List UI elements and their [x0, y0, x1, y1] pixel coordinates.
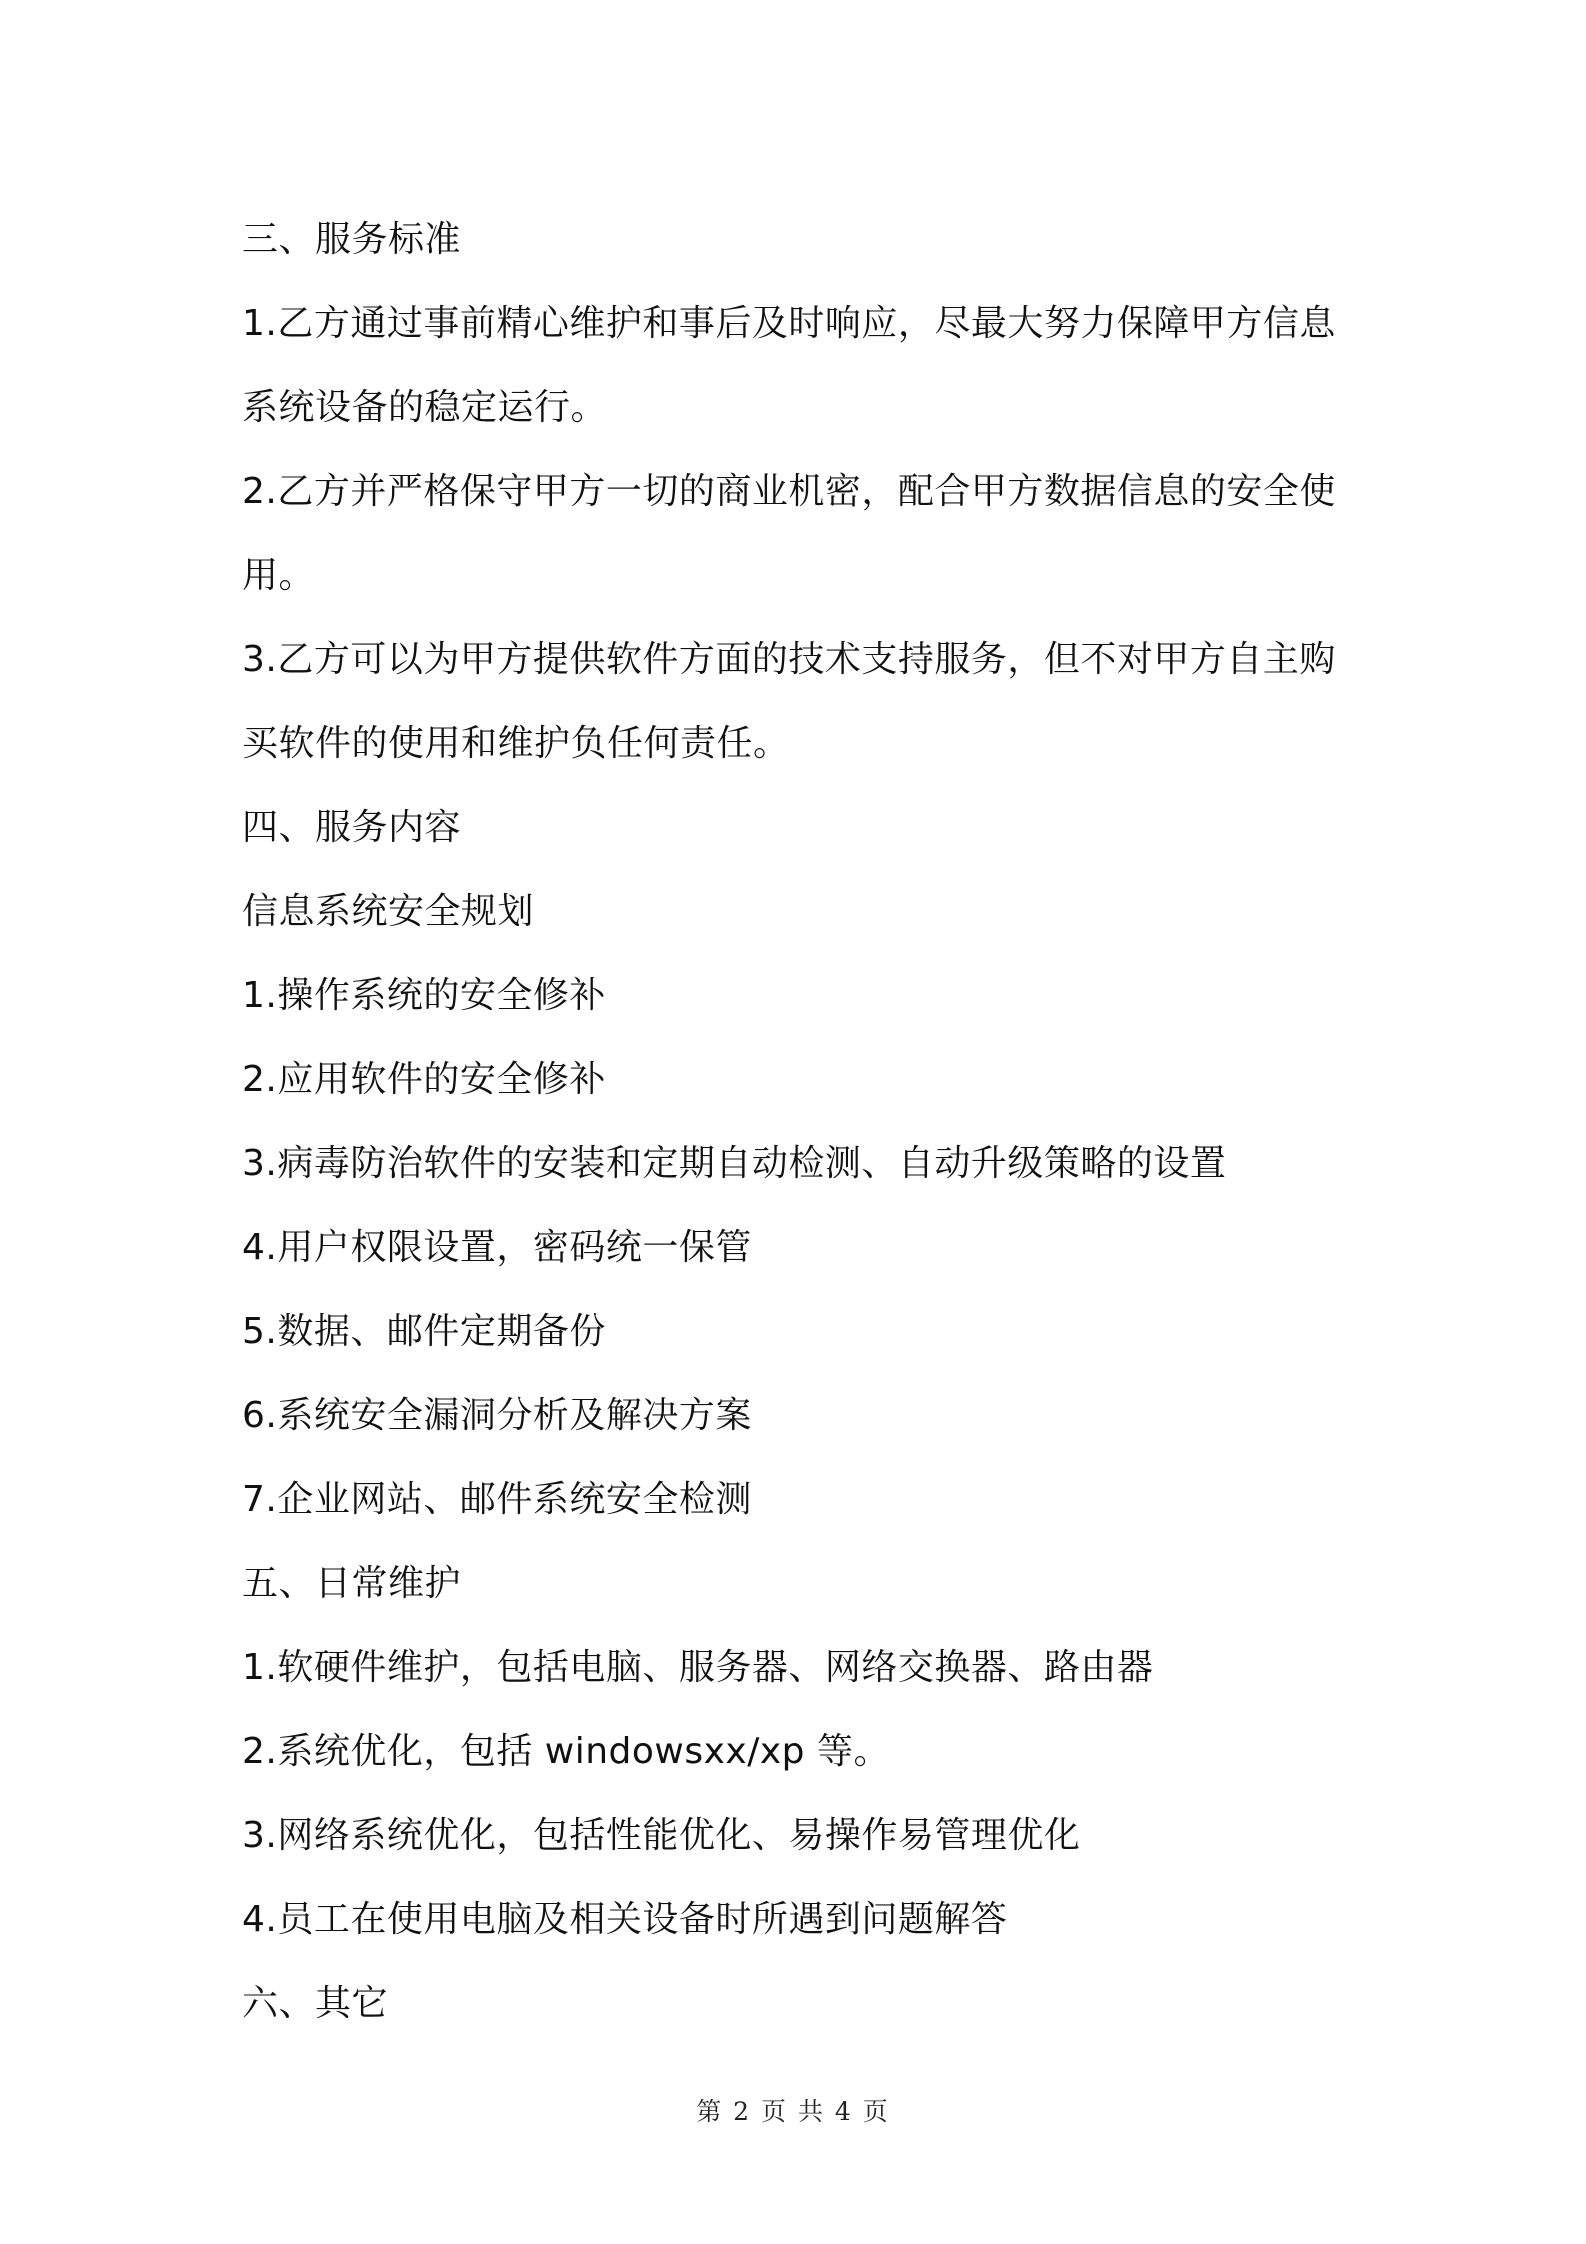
paragraph-line: 系统设备的稳定运行。: [242, 387, 608, 428]
list-item: 4.员工在使用电脑及相关设备时所遇到问题解答: [242, 1899, 1008, 1940]
list-item: 3.病毒防治软件的安装和定期自动检测、自动升级策略的设置: [242, 1143, 1227, 1184]
paragraph-line: 2.乙方并严格保守甲方一切的商业机密，配合甲方数据信息的安全使: [242, 471, 1336, 512]
paragraph-line: 用。: [242, 555, 316, 596]
list-item: 2.系统优化，包括 windowsxx/xp 等。: [242, 1731, 890, 1772]
section-heading-other: 六、其它: [242, 1983, 389, 2024]
list-item: 3.网络系统优化，包括性能优化、易操作易管理优化: [242, 1815, 1081, 1856]
paragraph-line: 3.乙方可以为甲方提供软件方面的技术支持服务，但不对甲方自主购: [242, 639, 1336, 680]
section-heading-service-content: 四、服务内容: [242, 807, 462, 848]
section-heading-service-standard: 三、服务标准: [242, 219, 462, 260]
list-item: 4.用户权限设置，密码统一保管: [242, 1227, 752, 1268]
paragraph-line: 1.乙方通过事前精心维护和事后及时响应，尽最大努力保障甲方信息: [242, 303, 1336, 344]
document-body: [242, 198, 1362, 2046]
section-heading-daily-maintenance: 五、日常维护: [242, 1563, 462, 1604]
list-item: 7.企业网站、邮件系统安全检测: [242, 1479, 752, 1520]
subheading-security-planning: 信息系统安全规划: [242, 891, 535, 932]
list-item: 1.操作系统的安全修补: [242, 975, 606, 1016]
paragraph-line: 买软件的使用和维护负任何责任。: [242, 723, 790, 764]
page-number-footer: 第 2 页 共 4 页: [696, 2097, 890, 2126]
list-item: 5.数据、邮件定期备份: [242, 1311, 606, 1352]
list-item: 1.软硬件维护，包括电脑、服务器、网络交换器、路由器: [242, 1647, 1154, 1688]
list-item: 2.应用软件的安全修补: [242, 1059, 606, 1100]
list-item: 6.系统安全漏洞分析及解决方案: [242, 1395, 752, 1436]
